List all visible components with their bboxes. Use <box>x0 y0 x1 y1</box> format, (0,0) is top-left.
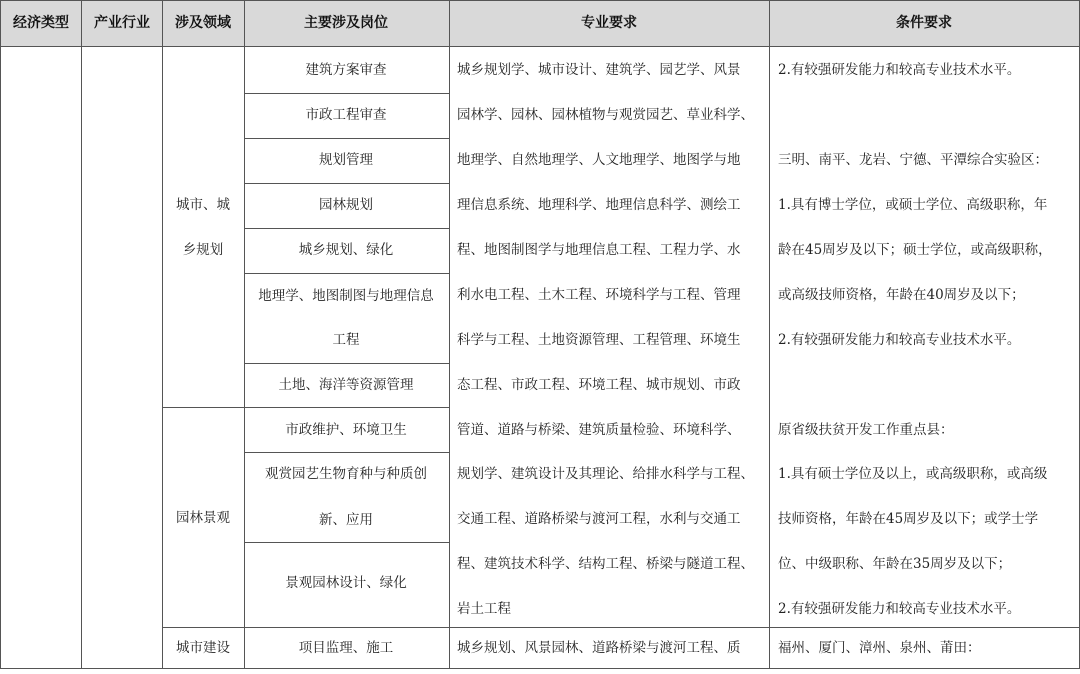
post-urban-rural-greening: 城乡规划、绿化 <box>298 242 394 258</box>
row-divider <box>244 183 449 184</box>
post-municipal-maintenance: 市政维护、环境卫生 <box>285 422 407 438</box>
row-divider <box>244 452 449 453</box>
post-geography-line2: 工程 <box>332 332 360 348</box>
major-line: 程、建筑技术科学、结构工程、桥梁与隧道工程、 <box>457 556 754 572</box>
condition-line: 2.有较强研发能力和较高专业技术水平。 <box>778 332 1021 348</box>
post-land-resources: 土地、海洋等资源管理 <box>278 377 414 393</box>
condition-line: 位、中级职称、年龄在35周岁及以下； <box>778 556 1012 572</box>
column-divider <box>162 0 163 669</box>
row-divider <box>244 542 449 543</box>
condition-line: 技师资格，年龄在45周岁及以下；或学士学 <box>778 511 1039 527</box>
column-divider <box>81 0 82 669</box>
post-municipal-review: 市政工程审查 <box>305 107 387 123</box>
condition-line: 1.具有博士学位，或硕士学位、高级职称，年 <box>778 197 1048 213</box>
domain-urban-rural-line2: 乡规划 <box>182 242 224 258</box>
header-major-requirements: 专业要求 <box>581 15 637 31</box>
header-main-posts: 主要涉及岗位 <box>304 15 388 31</box>
header-economic-type: 经济类型 <box>13 15 69 31</box>
row-divider <box>244 228 449 229</box>
column-divider <box>769 0 770 669</box>
major-line: 管道、道路与桥梁、建筑质量检验、环境科学、 <box>457 422 741 438</box>
post-planning-management: 规划管理 <box>319 152 373 168</box>
major-line: 程、地图制图学与地理信息工程、工程力学、水 <box>457 242 741 258</box>
post-horticulture-line1: 观赏园艺生物育种与种质创 <box>265 466 427 482</box>
condition-line: 2.有较强研发能力和较高专业技术水平。 <box>778 62 1021 78</box>
header-conditions: 条件要求 <box>896 15 952 31</box>
post-garden-planning: 园林规划 <box>319 197 373 213</box>
row-divider <box>244 93 449 94</box>
row-divider <box>162 407 449 408</box>
post-landscape-design: 景观园林设计、绿化 <box>285 575 407 591</box>
condition-line: 或高级技师资格，年龄在40周岁及以下； <box>778 287 1025 303</box>
column-divider <box>449 0 450 669</box>
major-line: 城乡规划学、城市设计、建筑学、园艺学、风景 <box>457 62 741 78</box>
domain-landscape: 园林景观 <box>176 510 230 526</box>
condition-region-heading: 三明、南平、龙岩、宁德、平潭综合实验区： <box>778 152 1048 168</box>
major-line: 规划学、建筑设计及其理论、给排水科学与工程、 <box>457 466 754 482</box>
post-horticulture-line2: 新、应用 <box>319 512 373 528</box>
post-project-supervision: 项目监理、施工 <box>298 640 394 656</box>
major-line: 利水电工程、土木工程、环境科学与工程、管理 <box>457 287 741 303</box>
condition-line: 1.具有硕士学位及以上，或高级职称，或高级 <box>778 466 1048 482</box>
major-line: 岩土工程 <box>457 601 511 617</box>
domain-urban-rural-line1: 城市、城 <box>176 197 230 213</box>
header-domain: 涉及领域 <box>175 15 231 31</box>
post-building-review: 建筑方案审查 <box>305 62 387 78</box>
row-divider <box>162 627 1080 628</box>
row-divider <box>244 138 449 139</box>
row-divider <box>244 363 449 364</box>
condition-line: 2.有较强研发能力和较高专业技术水平。 <box>778 601 1021 617</box>
row-divider <box>244 273 449 274</box>
major-line: 地理学、自然地理学、人文地理学、地图学与地 <box>457 152 741 168</box>
condition-region-heading: 福州、厦门、漳州、泉州、莆田： <box>778 640 981 656</box>
major-line: 交通工程、道路桥梁与渡河工程，水利与交通工 <box>457 511 741 527</box>
major-line: 理信息系统、地理科学、地理信息科学、测绘工 <box>457 197 741 213</box>
condition-region-heading: 原省级扶贫开发工作重点县： <box>778 422 954 438</box>
post-geography-line1: 地理学、地图制图与地理信息 <box>258 288 434 304</box>
domain-city-build: 城市建设 <box>176 640 230 656</box>
major-line: 态工程、市政工程、环境工程、城市规划、市政 <box>457 377 741 393</box>
major-line-city-build: 城乡规划、风景园林、道路桥梁与渡河工程、质 <box>457 640 741 656</box>
major-line: 园林学、园林、园林植物与观赏园艺、草业科学、 <box>457 107 754 123</box>
header-industry: 产业行业 <box>94 15 150 31</box>
table-border-left <box>0 0 1 669</box>
condition-line: 龄在45周岁及以下；硕士学位，或高级职称， <box>778 242 1052 258</box>
column-divider <box>244 0 245 669</box>
major-line: 科学与工程、土地资源管理、工程管理、环境生 <box>457 332 741 348</box>
